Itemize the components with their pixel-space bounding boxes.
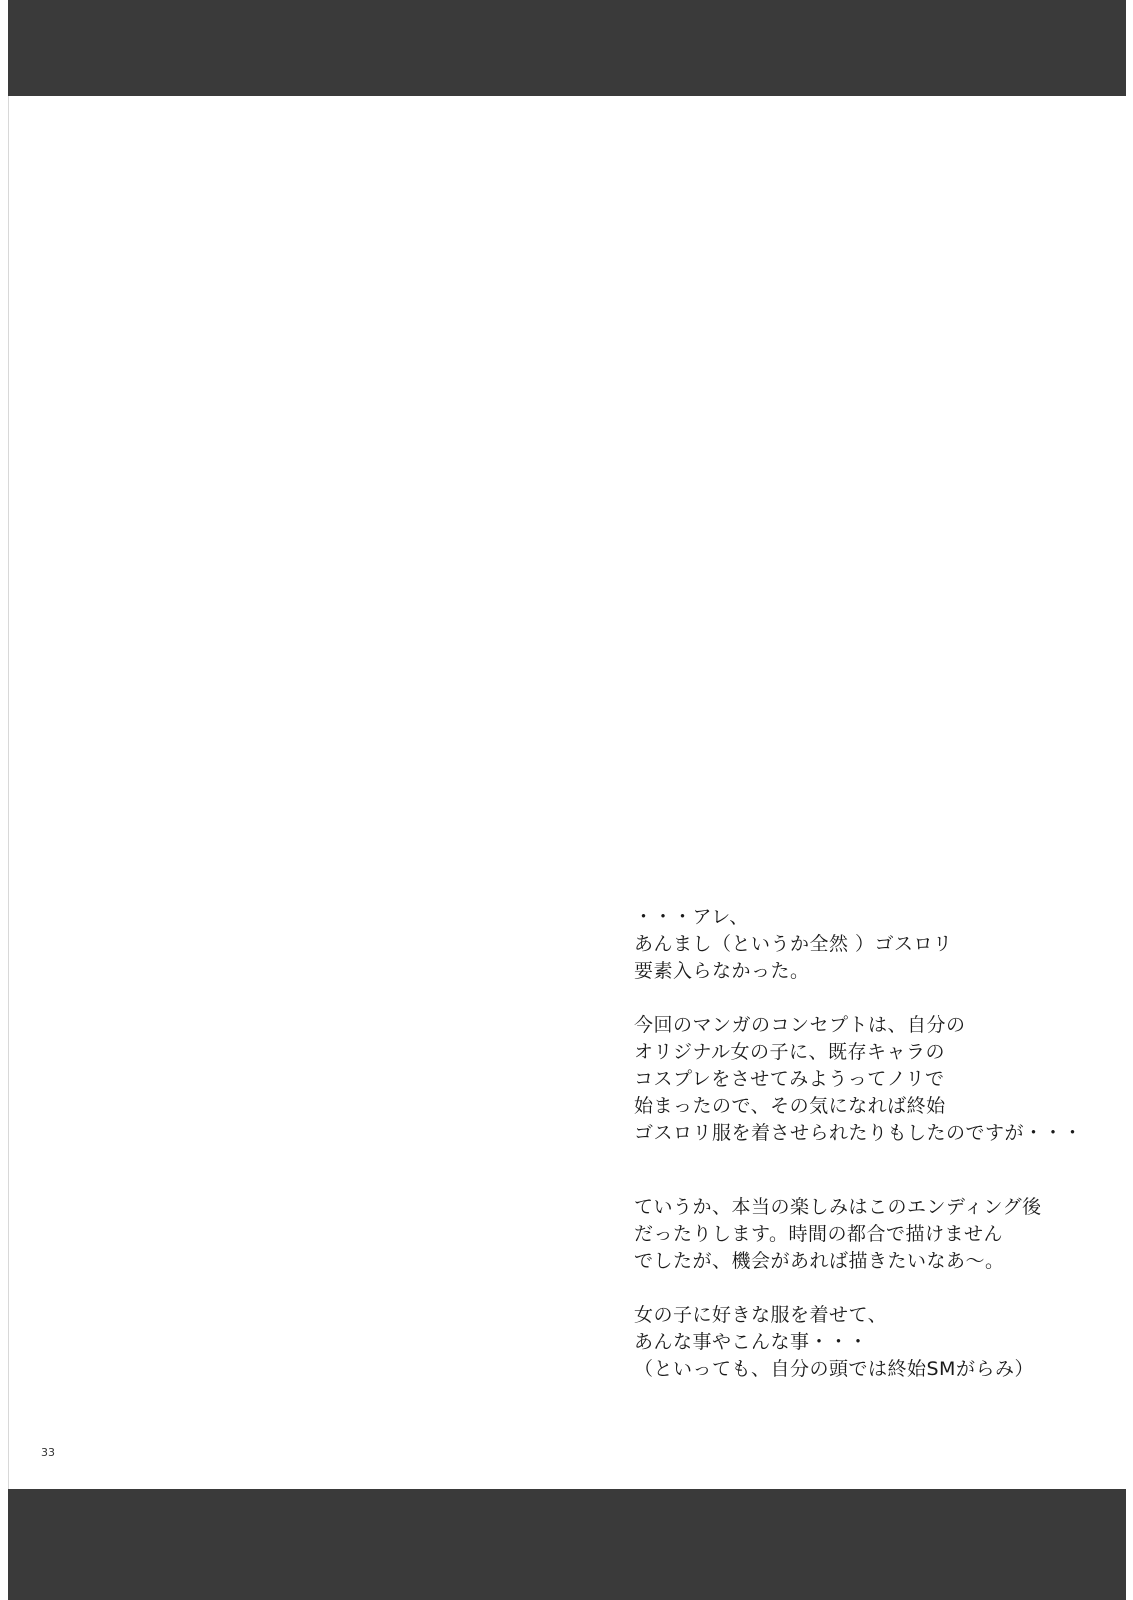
afterword-line: 今回のマンガのコンセプトは、自分の xyxy=(634,1014,966,1036)
afterword-line: ていうか、本当の楽しみはこのエンディング後 xyxy=(634,1196,1042,1218)
page-edge-line xyxy=(8,96,9,1489)
afterword-paragraph xyxy=(634,904,1114,985)
afterword-line: ・・・アレ、 xyxy=(634,906,749,928)
afterword-line: オリジナル女の子に、既存キャラの xyxy=(634,1041,946,1063)
afterword-paragraph xyxy=(634,1302,1114,1383)
afterword-line: でしたが、機会があれば描きたいなあ〜。 xyxy=(634,1250,1005,1272)
page-number: 33 xyxy=(41,1446,55,1459)
bottom-border-band xyxy=(8,1489,1126,1600)
afterword-line: （といっても、自分の頭では終始SMがらみ） xyxy=(634,1358,1034,1380)
afterword-line: ゴスロリ服を着させられたりもしたのですが・・・ xyxy=(634,1122,1083,1144)
afterword-text-block xyxy=(634,904,1114,1383)
afterword-line: 女の子に好きな服を着せて、 xyxy=(634,1304,888,1326)
afterword-line: 始まったので、その気になれば終始 xyxy=(634,1095,946,1117)
afterword-line: あんまし（というか全然 ）ゴスロリ xyxy=(634,933,953,955)
afterword-line: だったりします。時間の都合で描けません xyxy=(634,1223,1003,1245)
top-border-band xyxy=(8,0,1126,96)
afterword-line: コスプレをさせてみようってノリで xyxy=(634,1068,945,1090)
afterword-paragraph xyxy=(634,1194,1114,1275)
afterword-line: 要素入らなかった。 xyxy=(634,960,810,982)
afterword-paragraph xyxy=(634,1012,1114,1147)
afterword-line: あんな事やこんな事・・・ xyxy=(634,1331,869,1353)
